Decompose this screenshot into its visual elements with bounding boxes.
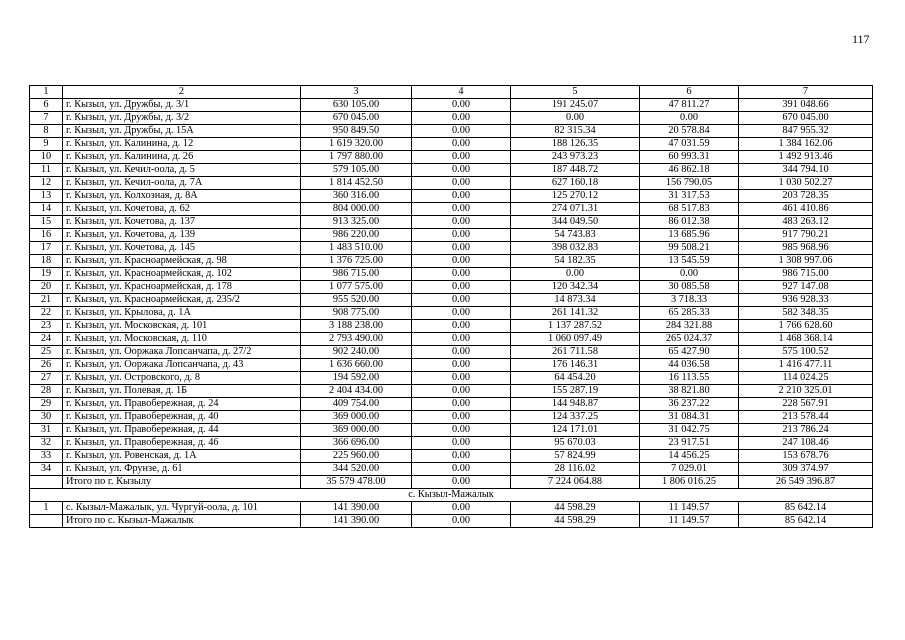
- cell-number: 31: [30, 424, 63, 437]
- cell-col6: 30 085.58: [640, 281, 739, 294]
- cell-number: 9: [30, 138, 63, 151]
- cell-col7: 344 794.10: [739, 164, 873, 177]
- cell-number: 26: [30, 359, 63, 372]
- table-row: [30, 359, 873, 372]
- cell-amount: 1 077 575.00: [301, 281, 412, 294]
- cell-amount: 35 579 478.00: [301, 476, 412, 489]
- cell-address: г. Кызыл, ул. Ооржака Лопсанчапа, д. 27/2: [63, 346, 301, 359]
- cell-address: г. Кызыл, ул. Правобережная, д. 24: [63, 398, 301, 411]
- cell-number: 15: [30, 216, 63, 229]
- cell-col6: 31 317.53: [640, 190, 739, 203]
- cell-number: 16: [30, 229, 63, 242]
- cell-number: [30, 515, 63, 528]
- cell-col4: 4: [412, 86, 511, 99]
- cell-number: 14: [30, 203, 63, 216]
- cell-amount: 579 105.00: [301, 164, 412, 177]
- cell-amount: 360 316.00: [301, 190, 412, 203]
- cell-col5: 44 598.29: [511, 502, 640, 515]
- cell-col5: 28 116.02: [511, 463, 640, 476]
- cell-col5: 82 315.34: [511, 125, 640, 138]
- cell-number: 12: [30, 177, 63, 190]
- cell-col4: 0.00: [412, 164, 511, 177]
- cell-amount: 1 797 880.00: [301, 151, 412, 164]
- cell-col6: 156 790.05: [640, 177, 739, 190]
- cell-col6: 6: [640, 86, 739, 99]
- cell-col4: 0.00: [412, 437, 511, 450]
- cell-col5: 124 171.01: [511, 424, 640, 437]
- cell-address: с. Кызыл-Мажалык, ул. Чургуй-оола, д. 101: [63, 502, 301, 515]
- cell-col6: 13 545.59: [640, 255, 739, 268]
- cell-col7: 1 416 477.11: [739, 359, 873, 372]
- cell-col6: 0.00: [640, 112, 739, 125]
- cell-amount: 2 404 434.00: [301, 385, 412, 398]
- cell-address: г. Кызыл, ул. Калинина, д. 12: [63, 138, 301, 151]
- cell-col4: 0.00: [412, 450, 511, 463]
- table-row: [30, 164, 873, 177]
- cell-amount: 194 592.00: [301, 372, 412, 385]
- cell-amount: 1 636 660.00: [301, 359, 412, 372]
- cell-address: г. Кызыл, ул. Правобережная, д. 46: [63, 437, 301, 450]
- cell-number: 23: [30, 320, 63, 333]
- cell-col4: 0.00: [412, 190, 511, 203]
- table-row: [30, 307, 873, 320]
- cell-col7: 985 968.96: [739, 242, 873, 255]
- cell-col7: 1 766 628.60: [739, 320, 873, 333]
- cell-col5: 261 711.58: [511, 346, 640, 359]
- section-title-row: [30, 489, 873, 502]
- cell-col6: 14 456.25: [640, 450, 739, 463]
- cell-col5: 261 141.32: [511, 307, 640, 320]
- cell-amount: 950 849.50: [301, 125, 412, 138]
- cell-col6: 11 149.57: [640, 515, 739, 528]
- cell-number: 30: [30, 411, 63, 424]
- cell-col6: 0.00: [640, 268, 739, 281]
- table-row: [30, 398, 873, 411]
- cell-col6: 20 578.84: [640, 125, 739, 138]
- cell-col5: 1 137 287.52: [511, 320, 640, 333]
- cell-address: г. Кызыл, ул. Кечил-оола, д. 5: [63, 164, 301, 177]
- cell-amount: 670 045.00: [301, 112, 412, 125]
- table-row: [30, 151, 873, 164]
- cell-col6: 65 285.33: [640, 307, 739, 320]
- table-row: [30, 255, 873, 268]
- cell-col6: 36 237.22: [640, 398, 739, 411]
- cell-col7: 917 790.21: [739, 229, 873, 242]
- cell-col7: 153 678.76: [739, 450, 873, 463]
- cell-address: г. Кызыл, ул. Красноармейская, д. 98: [63, 255, 301, 268]
- cell-address: г. Кызыл, ул. Кечил-оола, д. 7А: [63, 177, 301, 190]
- cell-amount: 3: [301, 86, 412, 99]
- cell-number: 17: [30, 242, 63, 255]
- cell-col4: 0.00: [412, 385, 511, 398]
- cell-amount: 630 105.00: [301, 99, 412, 112]
- cell-address: г. Кызыл, ул. Кочетова, д. 62: [63, 203, 301, 216]
- cell-col7: 1 384 162.06: [739, 138, 873, 151]
- cell-number: 25: [30, 346, 63, 359]
- table-row: [30, 437, 873, 450]
- cell-col7: 1 468 368.14: [739, 333, 873, 346]
- cell-col5: 125 270.12: [511, 190, 640, 203]
- cell-address: г. Кызыл, ул. Крылова, д. 1А: [63, 307, 301, 320]
- cell-col7: 26 549 396.87: [739, 476, 873, 489]
- cell-number: 19: [30, 268, 63, 281]
- cell-col4: 0.00: [412, 268, 511, 281]
- cell-number: [30, 476, 63, 489]
- cell-col5: 57 824.99: [511, 450, 640, 463]
- cell-address: г. Кызыл, ул. Красноармейская, д. 178: [63, 281, 301, 294]
- cell-address: г. Кызыл, ул. Красноармейская, д. 102: [63, 268, 301, 281]
- cell-amount: 369 000.00: [301, 424, 412, 437]
- cell-col6: 31 042.75: [640, 424, 739, 437]
- cell-address: г. Кызыл, ул. Правобережная, д. 40: [63, 411, 301, 424]
- cell-col6: 1 806 016.25: [640, 476, 739, 489]
- cell-number: 34: [30, 463, 63, 476]
- cell-col6: 99 508.21: [640, 242, 739, 255]
- table-row: [30, 99, 873, 112]
- table-row: [30, 281, 873, 294]
- cell-col5: 124 337.25: [511, 411, 640, 424]
- cell-amount: 955 520.00: [301, 294, 412, 307]
- cell-amount: 225 960.00: [301, 450, 412, 463]
- cell-number: 24: [30, 333, 63, 346]
- cell-number: 10: [30, 151, 63, 164]
- table-row: [30, 424, 873, 437]
- table-row: [30, 346, 873, 359]
- cell-col4: 0.00: [412, 515, 511, 528]
- cell-amount: 986 220.00: [301, 229, 412, 242]
- cell-col6: 38 821.80: [640, 385, 739, 398]
- cell-amount: 986 715.00: [301, 268, 412, 281]
- cell-col6: 13 685.96: [640, 229, 739, 242]
- cell-number: 13: [30, 190, 63, 203]
- cell-number: 21: [30, 294, 63, 307]
- table-row: [30, 138, 873, 151]
- cell-number: 1: [30, 86, 63, 99]
- cell-address: г. Кызыл, ул. Ооржака Лопсанчапа, д. 43: [63, 359, 301, 372]
- cell-address: г. Кызыл, ул. Калинина, д. 26: [63, 151, 301, 164]
- cell-address: г. Кызыл, ул. Московская, д. 101: [63, 320, 301, 333]
- cell-col7: 213 786.24: [739, 424, 873, 437]
- table-row: [30, 112, 873, 125]
- table-row: [30, 450, 873, 463]
- cell-address: г. Кызыл, ул. Колхозная, д. 8А: [63, 190, 301, 203]
- cell-col4: 0.00: [412, 359, 511, 372]
- cell-col5: 627 160.18: [511, 177, 640, 190]
- cell-address: г. Кызыл, ул. Дружбы, д. 3/1: [63, 99, 301, 112]
- cell-amount: 369 000.00: [301, 411, 412, 424]
- cell-amount: 804 000.00: [301, 203, 412, 216]
- total-row-section: [30, 515, 873, 528]
- cell-address: г. Кызыл, ул. Дружбы, д. 3/2: [63, 112, 301, 125]
- cell-col5: 243 973.23: [511, 151, 640, 164]
- cell-col4: 0.00: [412, 229, 511, 242]
- table-row: [30, 372, 873, 385]
- cell-col7: 461 410.86: [739, 203, 873, 216]
- cell-address: 2: [63, 86, 301, 99]
- cell-col6: 7 029.01: [640, 463, 739, 476]
- cell-col7: 670 045.00: [739, 112, 873, 125]
- cell-address: г. Кызыл, ул. Дружбы, д. 15А: [63, 125, 301, 138]
- cell-amount: 1 814 452.50: [301, 177, 412, 190]
- cell-address: г. Кызыл, ул. Московская, д. 110: [63, 333, 301, 346]
- cell-col7: 483 263.12: [739, 216, 873, 229]
- cell-amount: 141 390.00: [301, 515, 412, 528]
- cell-address: г. Кызыл, ул. Кочетова, д. 139: [63, 229, 301, 242]
- table-row: [30, 177, 873, 190]
- table-row: [30, 268, 873, 281]
- cell-col7: 847 955.32: [739, 125, 873, 138]
- cell-address: г. Кызыл, ул. Полевая, д. 1Б: [63, 385, 301, 398]
- cell-col5: 0.00: [511, 268, 640, 281]
- table-row: [30, 463, 873, 476]
- cell-col6: 86 012.38: [640, 216, 739, 229]
- cell-col5: 5: [511, 86, 640, 99]
- cell-number: 18: [30, 255, 63, 268]
- cell-amount: 3 188 238.00: [301, 320, 412, 333]
- cell-col5: 274 071.31: [511, 203, 640, 216]
- cell-amount: 409 754.00: [301, 398, 412, 411]
- cell-number: 6: [30, 99, 63, 112]
- cell-col7: 203 728.35: [739, 190, 873, 203]
- cell-col7: 1 492 913.46: [739, 151, 873, 164]
- table-row: [30, 125, 873, 138]
- cell-col5: 54 743.83: [511, 229, 640, 242]
- cell-col7: 213 578.44: [739, 411, 873, 424]
- cell-number: 11: [30, 164, 63, 177]
- cell-col5: 0.00: [511, 112, 640, 125]
- cell-amount: 1 376 725.00: [301, 255, 412, 268]
- cell-col5: 1 060 097.49: [511, 333, 640, 346]
- cell-col4: 0.00: [412, 203, 511, 216]
- table-row: [30, 216, 873, 229]
- cell-col4: 0.00: [412, 333, 511, 346]
- cell-amount: 344 520.00: [301, 463, 412, 476]
- cell-number: 22: [30, 307, 63, 320]
- cell-col7: 309 374.97: [739, 463, 873, 476]
- data-table: [29, 85, 873, 528]
- cell-col4: 0.00: [412, 216, 511, 229]
- cell-number: 29: [30, 398, 63, 411]
- cell-col7: 582 348.35: [739, 307, 873, 320]
- cell-col4: 0.00: [412, 476, 511, 489]
- cell-number: 32: [30, 437, 63, 450]
- cell-col5: 95 670.03: [511, 437, 640, 450]
- cell-col4: 0.00: [412, 112, 511, 125]
- table-row: [30, 502, 873, 515]
- cell-col5: 155 287.19: [511, 385, 640, 398]
- cell-col5: 14 873.34: [511, 294, 640, 307]
- cell-amount: 141 390.00: [301, 502, 412, 515]
- cell-col7: 936 928.33: [739, 294, 873, 307]
- section-title: с. Кызыл-Мажалык: [30, 489, 873, 502]
- cell-col5: 120 342.34: [511, 281, 640, 294]
- table-row: [30, 411, 873, 424]
- cell-address: Итого по г. Кызылу: [63, 476, 301, 489]
- cell-col4: 0.00: [412, 242, 511, 255]
- cell-col5: 344 049.50: [511, 216, 640, 229]
- cell-col7: 927 147.08: [739, 281, 873, 294]
- cell-col7: 1 308 997.06: [739, 255, 873, 268]
- cell-number: 33: [30, 450, 63, 463]
- cell-col4: 0.00: [412, 281, 511, 294]
- cell-number: 28: [30, 385, 63, 398]
- cell-amount: 2 793 490.00: [301, 333, 412, 346]
- cell-col5: 54 182.35: [511, 255, 640, 268]
- cell-amount: 1 619 320.00: [301, 138, 412, 151]
- cell-col4: 0.00: [412, 307, 511, 320]
- cell-number: 20: [30, 281, 63, 294]
- table-row: [30, 294, 873, 307]
- table-row: [30, 203, 873, 216]
- table-row: [30, 229, 873, 242]
- cell-col7: 1 030 502.27: [739, 177, 873, 190]
- cell-address: г. Кызыл, ул. Ровенская, д. 1А: [63, 450, 301, 463]
- cell-number: 7: [30, 112, 63, 125]
- cell-col5: 44 598.29: [511, 515, 640, 528]
- cell-col6: 265 024.37: [640, 333, 739, 346]
- cell-number: 8: [30, 125, 63, 138]
- cell-address: г. Кызыл, ул. Правобережная, д. 44: [63, 424, 301, 437]
- cell-col7: 2 210 325.01: [739, 385, 873, 398]
- cell-col7: 114 024.25: [739, 372, 873, 385]
- table-row: [30, 242, 873, 255]
- table-row: [30, 385, 873, 398]
- cell-col4: 0.00: [412, 424, 511, 437]
- cell-col4: 0.00: [412, 398, 511, 411]
- cell-col4: 0.00: [412, 463, 511, 476]
- cell-col7: 247 108.46: [739, 437, 873, 450]
- cell-col6: 47 811.27: [640, 99, 739, 112]
- cell-col5: 188 126.35: [511, 138, 640, 151]
- cell-col4: 0.00: [412, 125, 511, 138]
- cell-amount: 902 240.00: [301, 346, 412, 359]
- cell-col5: 64 454.20: [511, 372, 640, 385]
- table-row: [30, 320, 873, 333]
- cell-col6: 46 862.18: [640, 164, 739, 177]
- cell-col5: 398 032.83: [511, 242, 640, 255]
- cell-col4: 0.00: [412, 177, 511, 190]
- cell-col4: 0.00: [412, 138, 511, 151]
- cell-col4: 0.00: [412, 411, 511, 424]
- cell-col7: 85 642.14: [739, 502, 873, 515]
- cell-col6: 44 036.58: [640, 359, 739, 372]
- table-row: [30, 333, 873, 346]
- cell-col7: 85 642.14: [739, 515, 873, 528]
- cell-col5: 187 448.72: [511, 164, 640, 177]
- cell-col4: 0.00: [412, 255, 511, 268]
- cell-col6: 23 917.51: [640, 437, 739, 450]
- cell-col4: 0.00: [412, 294, 511, 307]
- cell-col6: 3 718.33: [640, 294, 739, 307]
- cell-col6: 68 517.83: [640, 203, 739, 216]
- cell-col4: 0.00: [412, 346, 511, 359]
- cell-col5: 144 948.87: [511, 398, 640, 411]
- cell-address: г. Кызыл, ул. Кочетова, д. 137: [63, 216, 301, 229]
- cell-amount: 366 696.00: [301, 437, 412, 450]
- cell-col6: 31 084.31: [640, 411, 739, 424]
- cell-col4: 0.00: [412, 502, 511, 515]
- cell-col6: 284 321.88: [640, 320, 739, 333]
- cell-col6: 11 149.57: [640, 502, 739, 515]
- cell-col4: 0.00: [412, 320, 511, 333]
- cell-number: 1: [30, 502, 63, 515]
- cell-address: г. Кызыл, ул. Фрунзе, д. 61: [63, 463, 301, 476]
- cell-col7: 986 715.00: [739, 268, 873, 281]
- table-header-row: [30, 86, 873, 99]
- cell-amount: 908 775.00: [301, 307, 412, 320]
- cell-amount: 913 325.00: [301, 216, 412, 229]
- cell-number: 27: [30, 372, 63, 385]
- cell-col6: 60 993.31: [640, 151, 739, 164]
- cell-col7: 575 100.52: [739, 346, 873, 359]
- cell-col4: 0.00: [412, 151, 511, 164]
- cell-col7: 391 048.66: [739, 99, 873, 112]
- cell-col6: 16 113.55: [640, 372, 739, 385]
- cell-col4: 0.00: [412, 99, 511, 112]
- cell-col7: 228 567.91: [739, 398, 873, 411]
- cell-col4: 0.00: [412, 372, 511, 385]
- table-row: [30, 190, 873, 203]
- cell-address: г. Кызыл, ул. Островского, д. 8: [63, 372, 301, 385]
- cell-address: г. Кызыл, ул. Красноармейская, д. 235/2: [63, 294, 301, 307]
- cell-col6: 65 427.90: [640, 346, 739, 359]
- cell-col5: 191 245.07: [511, 99, 640, 112]
- cell-col5: 176 146.31: [511, 359, 640, 372]
- cell-address: Итого по с. Кызыл-Мажалык: [63, 515, 301, 528]
- cell-col7: 7: [739, 86, 873, 99]
- cell-address: г. Кызыл, ул. Кочетова, д. 145: [63, 242, 301, 255]
- cell-amount: 1 483 510.00: [301, 242, 412, 255]
- page-number: 117: [852, 32, 870, 46]
- cell-col6: 47 031.59: [640, 138, 739, 151]
- cell-col5: 7 224 064.88: [511, 476, 640, 489]
- total-row-kyzyl: [30, 476, 873, 489]
